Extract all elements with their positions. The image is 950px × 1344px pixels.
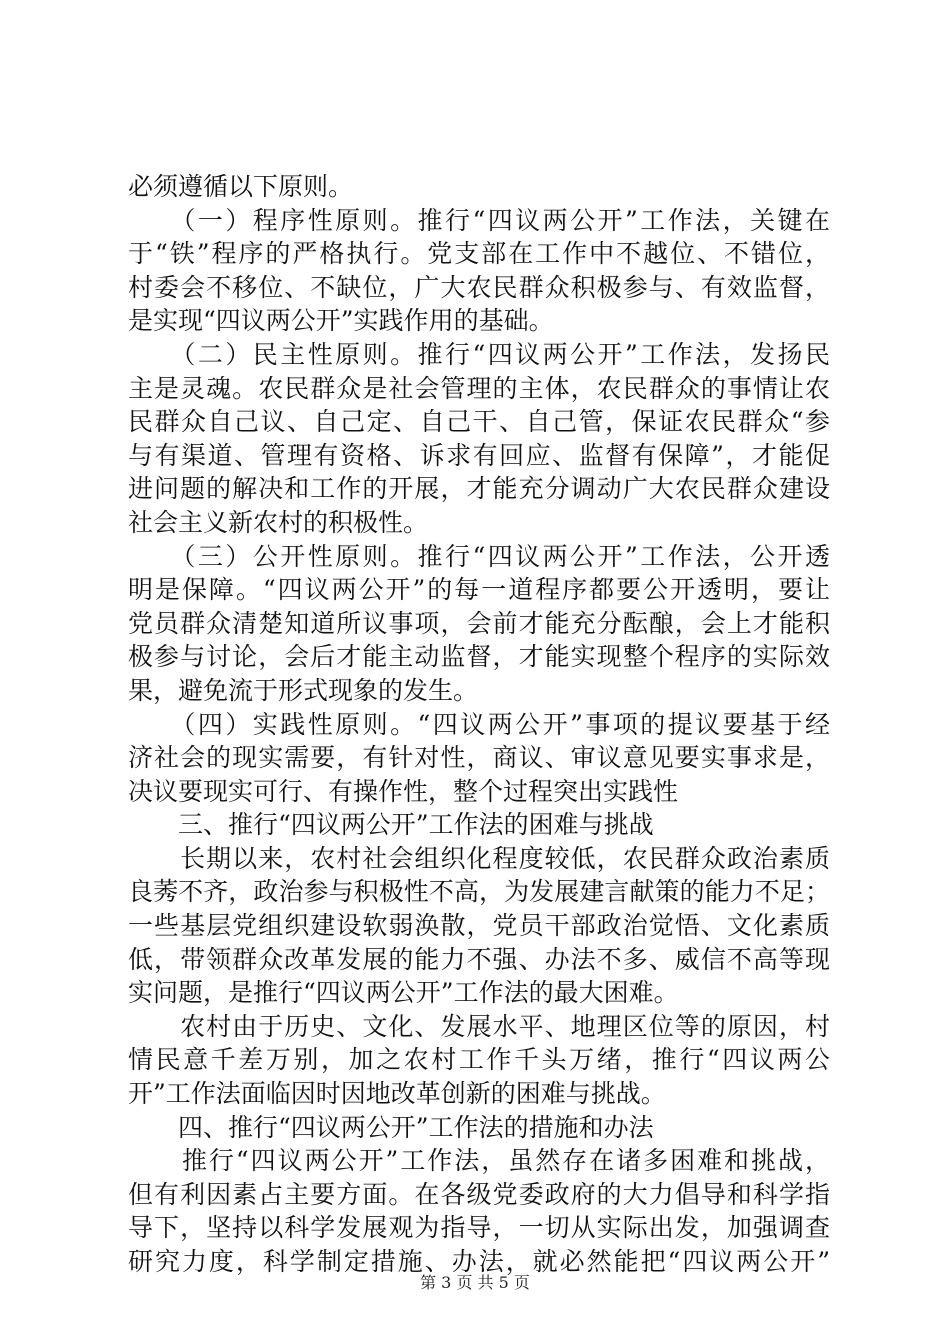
text-line: 情民意千差万别，加之农村工作千头万绪，推行“四议两公: [128, 1045, 830, 1075]
text-line: 导下，坚持以科学发展观为指导，一切从实际出发，加强调查: [128, 1213, 830, 1243]
text-line: 果，避免流于形式现象的发生。: [128, 675, 479, 705]
text-line: 是实现“四议两公开”实践作用的基础。: [128, 306, 554, 336]
text-line: 必须遵循以下原则。: [128, 172, 354, 201]
text-line: 决议要现实可行、有操作性，整个过程突出实践性: [128, 776, 679, 806]
text-line: 社会主义新农村的积极性。: [128, 507, 429, 537]
text-line: 于“铁”程序的严格执行。党支部在工作中不越位、不错位，: [128, 239, 830, 269]
text-line: 进问题的解决和工作的开展，才能充分调动广大农民群众建设: [128, 474, 830, 504]
text-line: 与有渠道、管理有资格、诉求有回应、监督有保障”，才能促: [128, 440, 830, 470]
text-line: 民群众自己议、自己定、自己干、自己管，保证农民群众“参: [128, 407, 830, 437]
text-line: 极参与讨论，会后才能主动监督，才能实现整个程序的实际效: [128, 642, 830, 672]
text-line: （二）民主性原则。推行“四议两公开”工作法，发扬民: [128, 339, 830, 369]
text-line: 开”工作法面临因时因地改革创新的困难与挑战。: [128, 1079, 666, 1109]
document-body: [128, 170, 830, 1279]
text-line: 但有利因素占主要方面。在各级党委政府的大力倡导和科学指: [128, 1179, 830, 1209]
text-line: 低，带领群众改革发展的能力不强、办法不多、威信不高等现: [128, 944, 830, 974]
text-line: 长期以来，农村社会组织化程度较低，农民群众政治素质: [128, 843, 830, 873]
text-line: 济社会的现实需要，有针对性，商议、审议意见要实事求是，: [128, 743, 830, 773]
text-line: 四、推行“四议两公开”工作法的措施和办法: [128, 1112, 654, 1142]
text-line: 研究力度，科学制定措施、办法，就必然能把“四议两公开”: [128, 1247, 830, 1276]
text-line: 三、推行“四议两公开”工作法的困难与挑战: [128, 810, 654, 840]
text-line: 党员群众清楚知道所议事项，会前才能充分酝酿，会上才能积: [128, 608, 830, 638]
text-line: （一）程序性原则。推行“四议两公开”工作法，关键在: [128, 205, 830, 235]
text-line: （三）公开性原则。推行“四议两公开”工作法，公开透: [128, 541, 830, 571]
text-line: 村委会不移位、不缺位，广大农民群众积极参与、有效监督，: [128, 272, 830, 302]
page-footer: 第 3 页 共 5 页: [420, 1273, 530, 1292]
text-line: 实问题，是推行“四议两公开”工作法的最大困难。: [128, 978, 679, 1008]
text-line: （四）实践性原则。“四议两公开”事项的提议要基于经: [128, 709, 830, 739]
text-line: 良莠不齐，政治参与积极性不高，为发展建言献策的能力不足；: [128, 877, 830, 907]
text-line: 明是保障。“四议两公开”的每一道程序都要公开透明，要让: [128, 575, 830, 605]
text-line: 主是灵魂。农民群众是社会管理的主体，农民群众的事情让农: [128, 373, 830, 403]
text-line: 一些基层党组织建设软弱涣散，党员干部政治觉悟、文化素质: [128, 911, 830, 941]
text-line: 农村由于历史、文化、发展水平、地理区位等的原因，村: [128, 1011, 830, 1041]
text-line: 推行“四议两公开”工作法，虽然存在诸多困难和挑战，: [128, 1146, 830, 1176]
